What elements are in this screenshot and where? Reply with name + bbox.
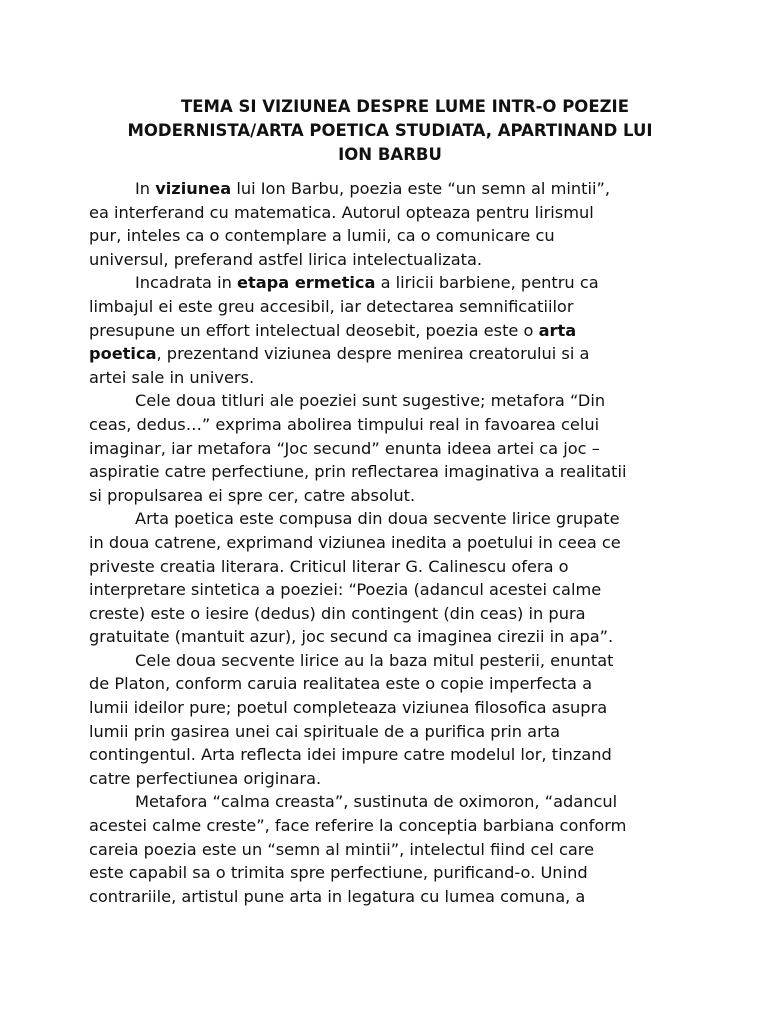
text-line: Cele doua secvente lirice au la baza mitul pesterii, enuntat <box>135 650 614 670</box>
bold-term: etapa ermetica <box>237 273 376 293</box>
paragraph <box>89 790 689 908</box>
text-line: contingentul. Arta reflecta idei impure catre modelul lor, tinzand <box>89 745 612 765</box>
text-line: imaginar, iar metafora “Joc secund” enunta ideea artei ca joc – <box>89 438 600 458</box>
text-line: ceas, dedus…” exprima abolirea timpului real in favoarea celui <box>89 414 600 434</box>
text-line: Metafora “calma creasta”, sustinuta de oximoron, “adancul <box>135 792 618 812</box>
title-line-1: TEMA SI VIZIUNEA DESPRE LUME INTR-O POEZIE <box>181 97 629 116</box>
text-line: aspiratie catre perfectiune, prin reflectarea imaginativa a realitatii <box>89 462 627 482</box>
paragraph <box>89 507 689 649</box>
text-line: pur, inteles ca o contemplare a lumii, ca o comunicare cu <box>89 226 555 246</box>
text-line: de Platon, conform caruia realitatea este o copie imperfecta a <box>89 674 593 694</box>
text-line: poetica, prezentand viziunea despre menirea creatorului si a <box>89 344 590 364</box>
document-title <box>80 95 700 167</box>
text-line: lumii prin gasirea unei cai spirituale de a purifica prin arta <box>89 721 560 741</box>
text-line: priveste creatia literara. Criticul literar G. Calinescu ofera o <box>89 556 569 576</box>
paragraph <box>89 177 689 271</box>
text-line: in doua catrene, exprimand viziunea inedita a poetului in ceea ce <box>89 532 621 552</box>
text-line: gratuitate (mantuit azur), joc secund ca imaginea cirezii in apa”. <box>89 627 614 647</box>
text-line: careia poezia este un “semn al mintii”, intelectul fiind cel care <box>89 839 595 859</box>
text-line: Incadrata in etapa ermetica a liricii barbiene, pentru ca <box>135 273 599 293</box>
text-line: Cele doua titluri ale poeziei sunt sugestive; metafora “Din <box>135 391 606 411</box>
title-line-2: MODERNISTA/ARTA POETICA STUDIATA, APARTINAND LUI <box>127 121 653 140</box>
text-line: lumii ideilor pure; poetul completeaza viziunea filosofica asupra <box>89 698 608 718</box>
text-line: artei sale in univers. <box>89 367 255 387</box>
paragraph <box>89 389 689 507</box>
text-line: presupune un effort intelectual deosebit, poezia este o arta <box>89 320 577 340</box>
text-line: In viziunea lui Ion Barbu, poezia este “un semn al mintii”, <box>135 179 610 198</box>
text-line: acestei calme creste”, face referire la conceptia barbiana conform <box>89 816 627 836</box>
text-line: universul, preferand astfel lirica intelectualizata. <box>89 249 483 269</box>
title-line-3: ION BARBU <box>338 145 442 164</box>
text-line: este capabil sa o trimita spre perfectiune, purificand-o. Unind <box>89 863 588 883</box>
paragraph <box>89 649 689 791</box>
text-line: limbajul ei este greu accesibil, iar detectarea semnificatiilor <box>89 296 574 316</box>
text-line: Arta poetica este compusa din doua secvente lirice grupate <box>135 509 620 529</box>
text-line: interpretare sintetica a poeziei: “Poezia (adancul acestei calme <box>89 580 602 600</box>
text-line: catre perfectiunea originara. <box>89 768 322 788</box>
text-line: ea interferand cu matematica. Autorul opteaza pentru lirismul <box>89 202 594 222</box>
text-line: contrariile, artistul pune arta in legatura cu lumea comuna, a <box>89 886 586 906</box>
text-line: si propulsarea ei spre cer, catre absolut. <box>89 485 416 505</box>
bold-term: viziunea <box>155 179 232 198</box>
paragraph <box>89 271 689 389</box>
document-body <box>89 177 689 908</box>
text-line: creste) este o iesire (dedus) din contingent (din ceas) in pura <box>89 603 586 623</box>
bold-term: arta <box>538 320 577 340</box>
bold-term: poetica <box>89 344 157 364</box>
